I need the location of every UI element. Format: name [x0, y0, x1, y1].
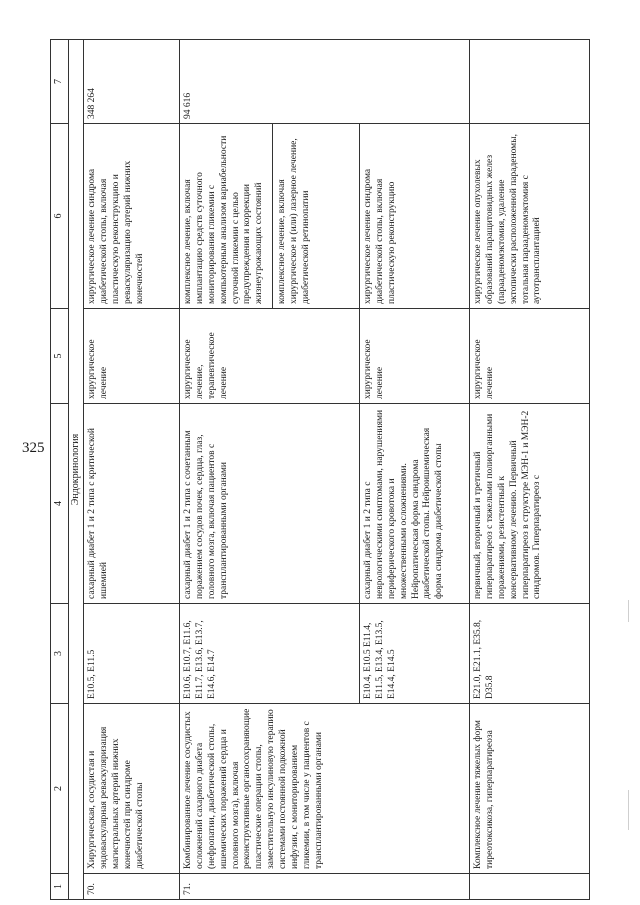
- section-row: [68, 40, 84, 900]
- column-number: 4: [51, 404, 69, 604]
- treatment-method: хирургическое лечение синдрома диабетической стопы, включая пластическую реконструкцию: [360, 124, 470, 309]
- treatment-method-text: комплексное лечение, включая имплантацию средств суточного мониторирования гликемии с компьютерным анализом вариабельности суточной гликемии с целью предупреждения и коррекции жизнеугрожающих состояний: [183, 135, 265, 304]
- rotated-table-page: [50, 40, 620, 900]
- column-number: 1: [51, 874, 69, 900]
- scan-mark: [628, 790, 629, 830]
- treatment-method: хирургическое лечение синдрома диабетической стопы, включая пластическую реконструкцию и реваскуляризацию артерий нижних конечностей: [84, 124, 180, 309]
- table-row: [470, 40, 590, 900]
- row-number: [470, 874, 590, 900]
- treatment-type: хирургическое лечение: [84, 309, 180, 404]
- page-number: 325: [22, 440, 45, 456]
- scan-mark: [628, 600, 629, 622]
- column-number-row: [51, 40, 69, 900]
- treatment-method-text: комплексное лечение, включая хирургическое и (или) лазерное лечение, диабетической ретинопатии: [272, 124, 313, 308]
- treatment-method: хирургическое лечение опухолевых образований паращитовидных желез (парааденомэктомия, удаление эктопически расположенной параденомы, тотальная парааденомэктомия с аутотрансплантацией: [470, 124, 590, 309]
- treatment-type: хирургическое лечение: [470, 309, 590, 404]
- column-number: 6: [51, 124, 69, 309]
- patient-model: сахарный диабет 1 и 2 типа с сочетанным поражением сосудов почек, сердца, глаз, головного мозга, включая пациентов с трансплантированными органами: [180, 404, 360, 604]
- medical-care-table: [50, 39, 590, 900]
- icd-codes: E10.4, E10.5 E11.4, E11.5, E13.4, E13.5, E14.4, E14.5: [360, 604, 470, 704]
- cost: [470, 40, 590, 124]
- section-title: Эндокринология: [68, 40, 84, 900]
- treatment-type: хирургическое лечение: [360, 309, 470, 404]
- cost: 348 264: [84, 40, 180, 124]
- care-type-name: Комбинированное лечение сосудистых осложнений сахарного диабета (нефропатии, диабетической стопы, ишемических поражений сердца и головного мозга), включая реконструктивные органосохраняющие пластические операции стопы, заместительную инсулиновую терапию системами постоянной подкожной инфузии, с мониторированием гликемии, в том числе у пациентов с трансплантированными органами: [180, 704, 470, 874]
- row-number: 71.: [180, 874, 470, 900]
- column-number: 5: [51, 309, 69, 404]
- care-type-name: Комплексное лечение тяжелых форм тиреотоксикоза, гиперпаратиреоза: [470, 704, 590, 874]
- icd-codes: E21.0, E21.1, E35.8, D35.8: [470, 604, 590, 704]
- row-number: 70.: [84, 874, 180, 900]
- column-number: 7: [51, 40, 69, 124]
- patient-model: первичный, вторичный и третичный гиперпаратиреоз с тяжелыми полиорганными поражениями, резистентный к консервативному лечению. Первичный гиперпаратиреоз в структуре МЭН-1 и МЭН-2 синдромов. Гиперпаратиреоз с: [470, 404, 590, 604]
- patient-model: сахарный диабет 1 и 2 типа с неврологическими симптомами, нарушениями периферического кровотока и множественными осложнениями. Нейропатическая форма синдрома диабетической стопы. Нейроишемическая форма синдрома диабетической стопы: [360, 404, 470, 604]
- column-number: 3: [51, 604, 69, 704]
- treatment-type: хирургическое лечение, терапевтическое лечение: [180, 309, 360, 404]
- table-row: [180, 40, 360, 900]
- care-type-name: Хирургическая, сосудистая и эндоваскулярная реваскуляризация магистральных артерий нижних конечностей при синдроме диабетической стопы: [84, 704, 180, 874]
- cost: 94 616: [180, 40, 470, 124]
- icd-codes: E10.5, E11.5: [84, 604, 180, 704]
- treatment-method: [180, 124, 360, 309]
- icd-codes: E10.6, E10.7, E11.6, E11.7, E13.6, E13.7, E14.6, E14.7: [180, 604, 360, 704]
- column-number: 2: [51, 704, 69, 874]
- table-row: [84, 40, 180, 900]
- patient-model: сахарный диабет 1 и 2 типа с критической ишемией: [84, 404, 180, 604]
